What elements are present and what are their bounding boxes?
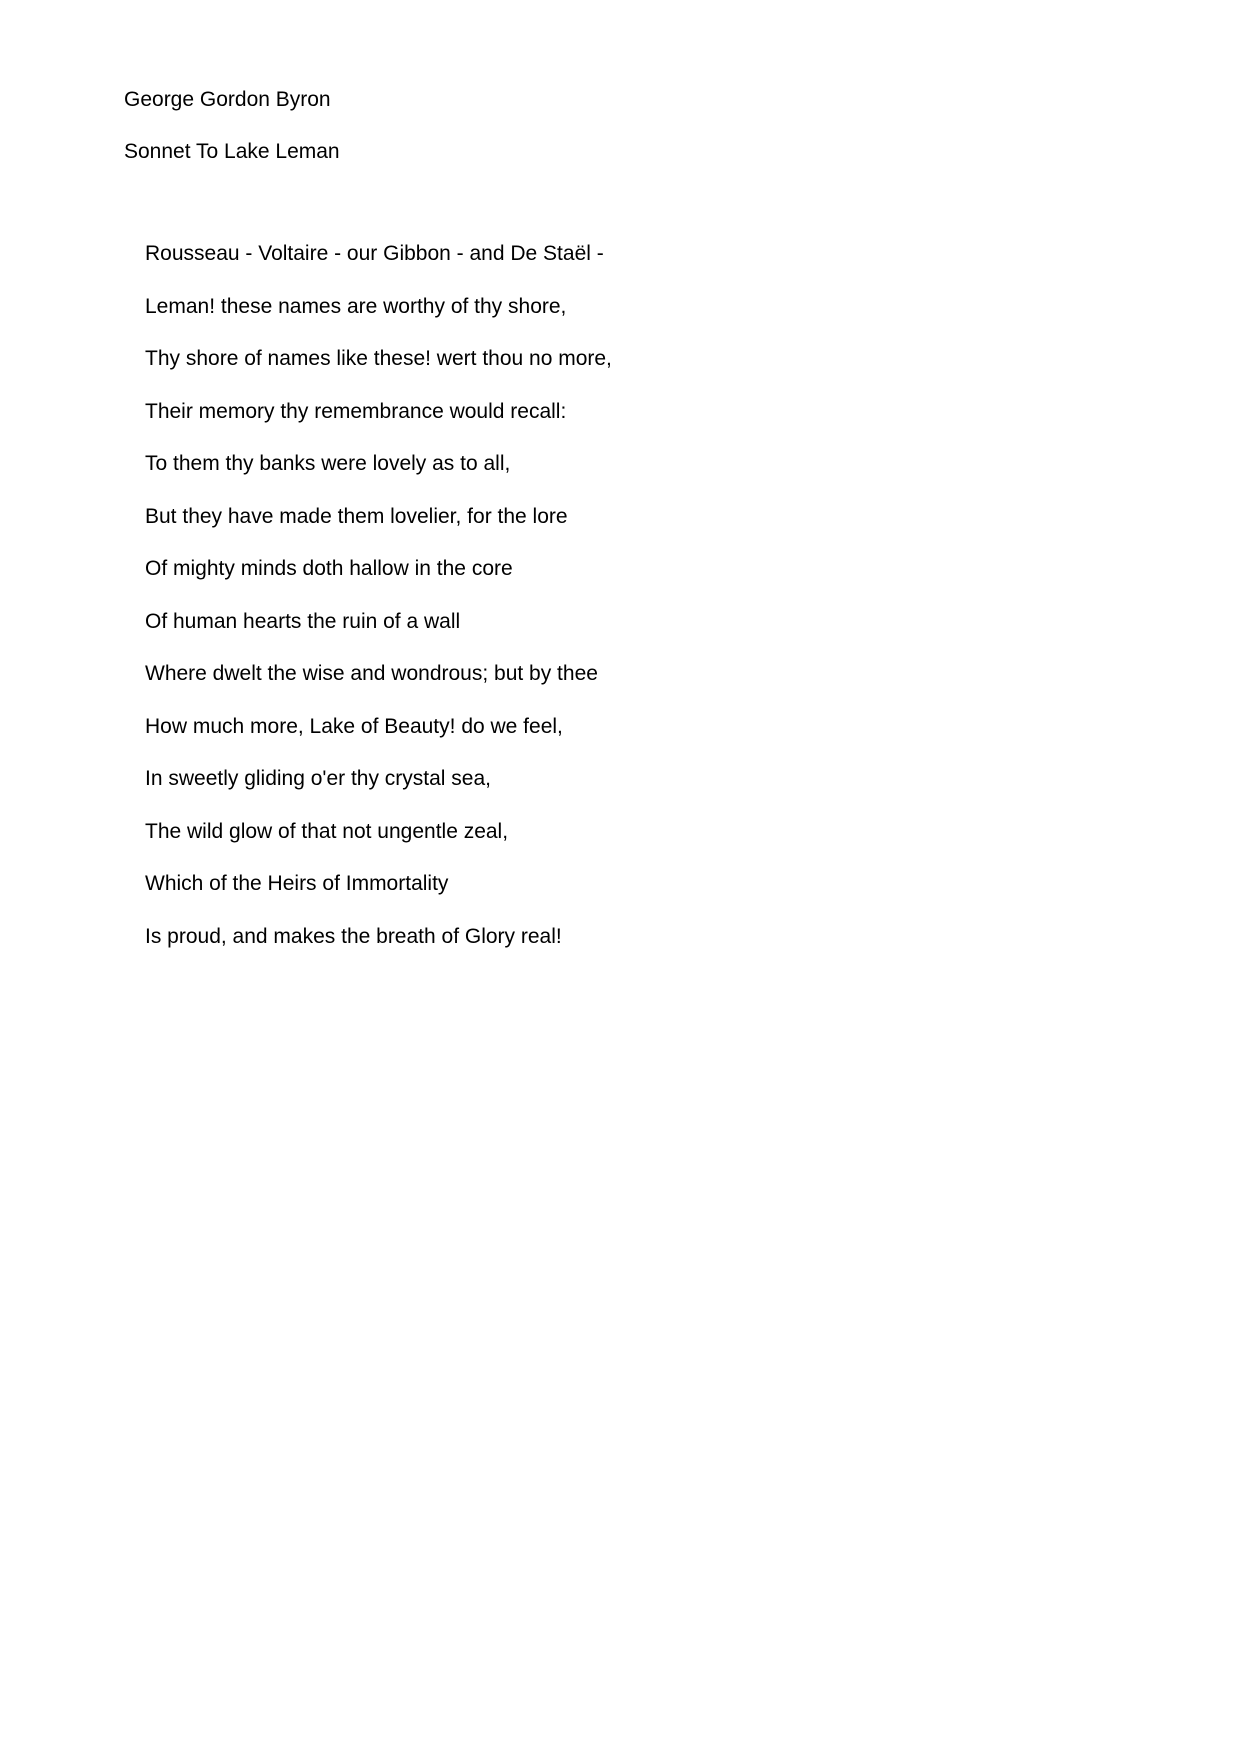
poem-line: Of mighty minds doth hallow in the core <box>145 557 513 580</box>
poem-line: Their memory thy remembrance would recall: <box>145 399 567 423</box>
poem-line: To them thy banks were lovely as to all, <box>145 452 511 475</box>
poem-line: In sweetly gliding o'er thy crystal sea, <box>145 767 491 790</box>
poem-line: Where dwelt the wise and wondrous; but by thee <box>145 662 598 685</box>
poem-line: How much more, Lake of Beauty! do we feel, <box>145 714 563 738</box>
poem-line: Of human hearts the ruin of a wall <box>145 609 461 633</box>
poem-line: Which of the Heirs of Immortality <box>145 872 449 895</box>
poem-line: Thy shore of names like these! wert thou no more, <box>145 347 612 370</box>
poem-line: But they have made them lovelier, for the lore <box>145 504 568 528</box>
poem-line: The wild glow of that not ungentle zeal, <box>145 819 509 843</box>
poem-author: George Gordon Byron <box>124 88 331 111</box>
poem-title: Sonnet To Lake Leman <box>124 140 340 163</box>
poem-line: Rousseau - Voltaire - our Gibbon - and De Staël - <box>145 242 604 265</box>
poem-line: Leman! these names are worthy of thy shore, <box>145 294 567 318</box>
poem-line: Is proud, and makes the breath of Glory real! <box>145 924 562 948</box>
poem-body <box>145 242 612 977</box>
